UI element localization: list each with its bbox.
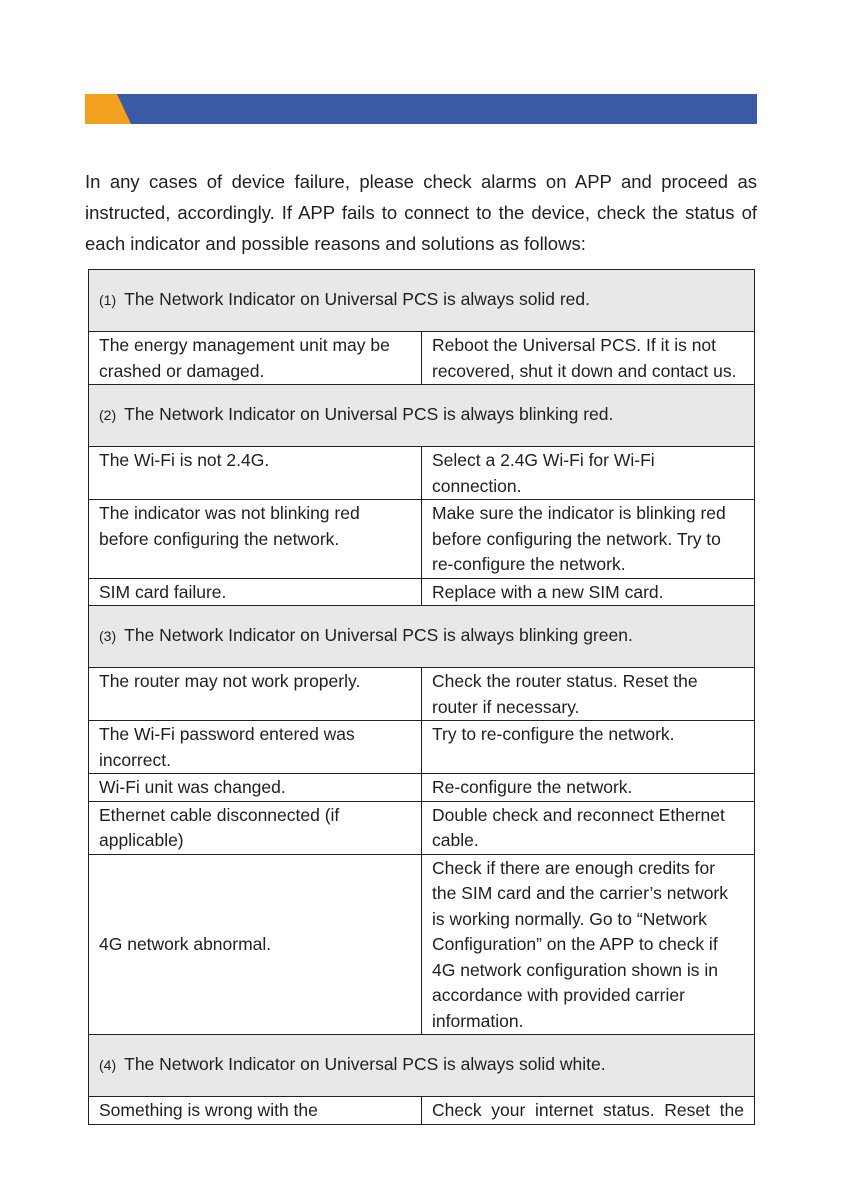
section-number: (1)	[99, 292, 117, 309]
section-banner	[85, 94, 757, 124]
table-row	[89, 1097, 755, 1125]
section-title: The Network Indicator on Universal PCS is always blinking red.	[124, 404, 614, 425]
cause-cell: Ethernet cable disconnected (if applicable)	[89, 801, 422, 854]
section-header	[89, 385, 755, 447]
solution-cell: Select a 2.4G Wi-Fi for Wi-Fi connection.	[422, 447, 755, 500]
table-row	[89, 500, 755, 579]
cause-cell: The router may not work properly.	[89, 668, 422, 721]
solution-cell: Check the router status. Reset the router if necessary.	[422, 668, 755, 721]
intro-paragraph: In any cases of device failure, please check alarms on APP and proceed as instructed, accordingly. If APP fails to connect to the device, check the status of each indicator and possible reasons and solutions as follows:	[85, 171, 757, 254]
cause-cell: 4G network abnormal.	[89, 854, 422, 1035]
solution-cell: Try to re-configure the network.	[422, 721, 755, 774]
section-title: The Network Indicator on Universal PCS is always solid red.	[124, 289, 591, 310]
cause-cell: Wi-Fi unit was changed.	[89, 774, 422, 802]
solution-cell: Reboot the Universal PCS. If it is not recovered, shut it down and contact us.	[422, 332, 755, 385]
cause-cell: The Wi-Fi is not 2.4G.	[89, 447, 422, 500]
troubleshooting-table	[88, 269, 755, 1125]
table-row	[89, 578, 755, 606]
cause-cell: The energy management unit may be crashed or damaged.	[89, 332, 422, 385]
section-header	[89, 270, 755, 332]
cause-cell: The indicator was not blinking red before configuring the network.	[89, 500, 422, 579]
cause-cell: SIM card failure.	[89, 578, 422, 606]
section-header	[89, 606, 755, 668]
section-number: (2)	[99, 407, 117, 424]
section-header-cell	[89, 385, 755, 447]
solution-cell: Re-configure the network.	[422, 774, 755, 802]
solution-cell: Check if there are enough credits for the SIM card and the carrier’s network is working normally. Go to “Network Configuration” on the APP to check if 4G network configuration shown is in accordance with provided carrier information.	[422, 854, 755, 1035]
table-row	[89, 668, 755, 721]
table-row	[89, 774, 755, 802]
table-row	[89, 447, 755, 500]
table-row	[89, 854, 755, 1035]
table-row	[89, 332, 755, 385]
banner-accent	[85, 94, 131, 124]
section-header-cell	[89, 1035, 755, 1097]
solution-cell: Make sure the indicator is blinking red before configuring the network. Try to re-configure the network.	[422, 500, 755, 579]
section-header	[89, 1035, 755, 1097]
section-header-cell	[89, 606, 755, 668]
cause-cell: The Wi-Fi password entered was incorrect.	[89, 721, 422, 774]
table-row	[89, 721, 755, 774]
section-title: The Network Indicator on Universal PCS is always blinking green.	[124, 625, 633, 646]
table-row	[89, 801, 755, 854]
section-number: (4)	[99, 1057, 117, 1074]
solution-cell: Replace with a new SIM card.	[422, 578, 755, 606]
solution-cell: Double check and reconnect Ethernet cable.	[422, 801, 755, 854]
cause-cell: Something is wrong with the	[89, 1097, 422, 1125]
section-header-cell	[89, 270, 755, 332]
section-number: (3)	[99, 628, 117, 645]
solution-cell: Check your internet status. Reset the	[422, 1097, 755, 1125]
section-title: The Network Indicator on Universal PCS is always solid white.	[124, 1054, 606, 1075]
